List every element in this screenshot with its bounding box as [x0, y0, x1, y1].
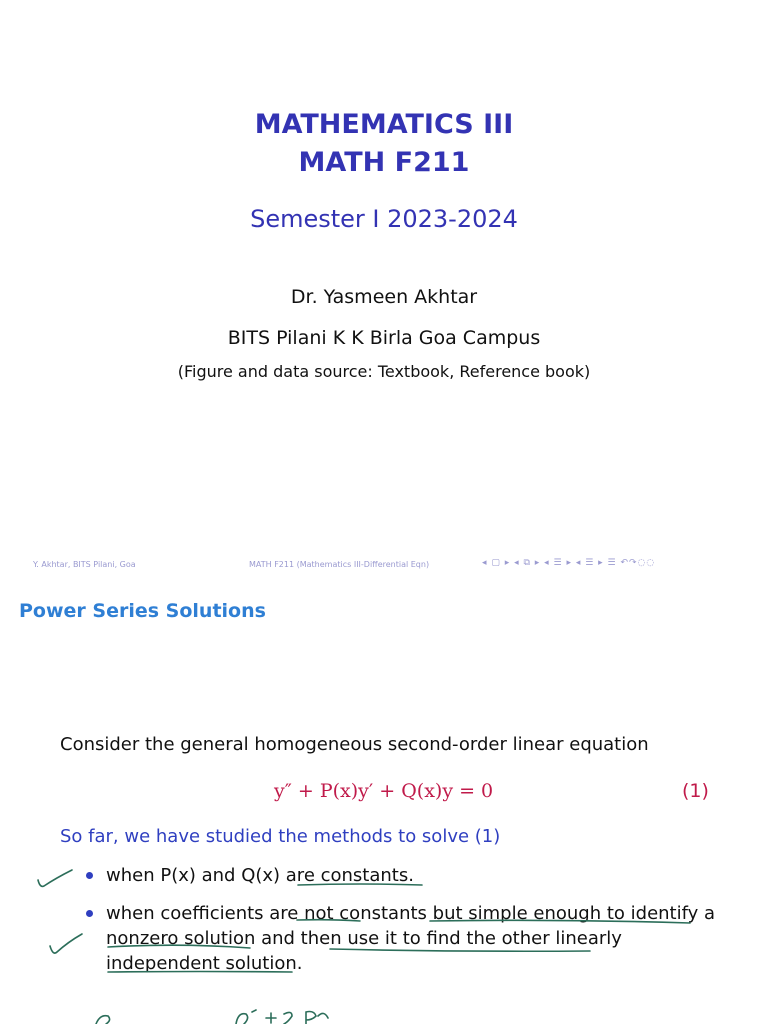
- institution: BITS Pilani K K Birla Goa Campus: [227, 327, 541, 349]
- content-slide: [0, 580, 768, 1024]
- bullet-item-2-line1: when coefficients are not constants but simple enough to identify a: [106, 903, 716, 924]
- footer-course: MATH F211 (Mathematics III-Differential Eqn): [249, 560, 430, 569]
- footer-author: Y. Akhtar, BITS Pilani, Goa: [33, 560, 136, 569]
- bullet-item-1: when P(x) and Q(x) are constants.: [106, 865, 414, 886]
- so-far-text: So far, we have studied the methods to solve (1): [60, 826, 501, 847]
- check-mark-icon: [50, 934, 82, 953]
- beamer-navigation[interactable]: ◂ ▢ ▸ ◂ ⧉ ▸ ◂ ☰ ▸ ◂ ☰ ▸ ☰ ↶↷◌◌: [482, 558, 656, 568]
- source-note: (Figure and data source: Textbook, Reference book): [177, 362, 591, 381]
- check-mark-icon: [38, 870, 72, 886]
- slide-footer: [0, 558, 768, 572]
- intro-text: Consider the general homogeneous second-order linear equation: [60, 734, 649, 755]
- author: Dr. Yasmeen Akhtar: [290, 286, 478, 308]
- bullet-item-2-line2: nonzero solution and then use it to find the other linearly: [106, 928, 622, 949]
- semester: Semester I 2023-2024: [250, 205, 518, 233]
- frame-title: Power Series Solutions: [19, 600, 266, 622]
- handwritten-annotations: [0, 580, 768, 1024]
- equation-number: (1): [682, 780, 709, 802]
- course-title: MATHEMATICS III: [254, 109, 514, 140]
- equation: y″ + P(x)y′ + Q(x)y = 0: [274, 780, 494, 802]
- course-code: MATH F211: [298, 147, 470, 178]
- bullet-item-2-line3: independent solution.: [106, 953, 303, 974]
